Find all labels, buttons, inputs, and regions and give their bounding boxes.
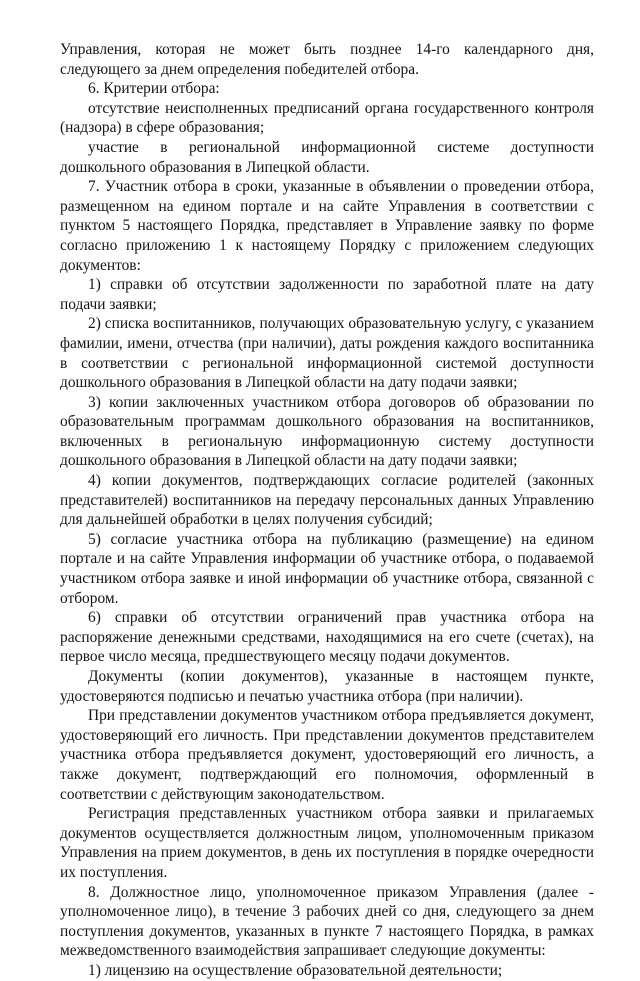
paragraph-item-2: 2) списка воспитанников, получающих образовательную услугу, с указанием фамилии, имени, отчества (при наличии), даты рождения каждого воспитанника в соответствии с региональной информационной системой доступности дошкольного образования в Липецкой области на дату подачи заявки;: [60, 315, 594, 392]
paragraph-identity-documents: При представлении документов участником отбора предъявляется документ, удостоверяющий его личность. При представлении документов представителем участника отбора предъявляется документ, удостоверяющий его личность, а также документ, подтверждающий его полномочия, оформленный в соответствии с действующим законодательством.: [60, 707, 594, 803]
paragraph-criterion-2: участие в региональной информационной системе доступности дошкольного образования в Липецкой области.: [60, 138, 594, 176]
paragraph-item-1: 1) справки об отсутствии задолженности по заработной плате на дату подачи заявки;: [60, 276, 594, 313]
paragraph-item-6: 6) справки об отсутствии ограничений прав участника отбора на распоряжение денежными средствами, находящимися на его счете (счетах), на первое число месяца, предшествующего месяцу подачи документов.: [60, 609, 594, 666]
paragraph-item-5: 5) согласие участника отбора на публикацию (размещение) на едином портале и на сайте Управления информации об участнике отбора, о подаваемой участником отбора заявке и иной информации об участнике отбора, связанной с отбором.: [60, 530, 594, 607]
paragraph-section-8: 8. Должностное лицо, уполномоченное приказом Управления (далее - уполномоченное лицо), в течение 3 рабочих дней со дня, следующего за днем поступления документов, указанных в пункте 7 настоящего Порядка, в рамках межведомственного взаимодействия запрашивает следующие документы:: [60, 883, 594, 960]
paragraph-documents-certification: Документы (копии документов), указанные в настоящем пункте, удостоверяются подписью и печатью участника отбора (при наличии).: [60, 668, 594, 705]
paragraph-section-6-heading: 6. Критерии отбора:: [88, 80, 220, 98]
paragraph-section-8-item-1: 1) лицензию на осуществление образовательной деятельности;: [88, 961, 503, 979]
paragraph-continuation: Управления, которая не может быть позднее 14-го календарного дня, следующего за днем определения победителей отбора.: [60, 41, 594, 78]
paragraph-registration: Регистрация представленных участником отбора заявки и прилагаемых документов осуществляется должностным лицом, уполномоченным приказом Управления на прием документов, в день их поступления в порядке очередности их поступления.: [60, 805, 594, 881]
paragraph-section-7: 7. Участник отбора в сроки, указанные в объявлении о проведении отбора, размещенном на едином портале и на сайте Управления в соответствии с пунктом 5 настоящего Порядка, представляет в Управление заявку по форме согласно приложению 1 к настоящему Порядку с приложением следующих документов:: [60, 178, 594, 274]
paragraph-item-3: 3) копии заключенных участником отбора договоров об образовании по образовательным программам дошкольного образования на воспитанников, включенных в региональную информационную систему доступности дошкольного образования в Липецкой области на дату подачи заявки;: [60, 393, 594, 470]
document-page: [60, 40, 594, 979]
paragraph-criterion-1: отсутствие неисполненных предписаний органа государственного контроля (надзора) в сфере образования;: [60, 99, 594, 137]
paragraph-item-4: 4) копии документов, подтверждающих согласие родителей (законных представителей) воспитанников на передачу персональных данных Управлению для дальнейшей обработки в целях получения субсидий;: [60, 472, 594, 529]
